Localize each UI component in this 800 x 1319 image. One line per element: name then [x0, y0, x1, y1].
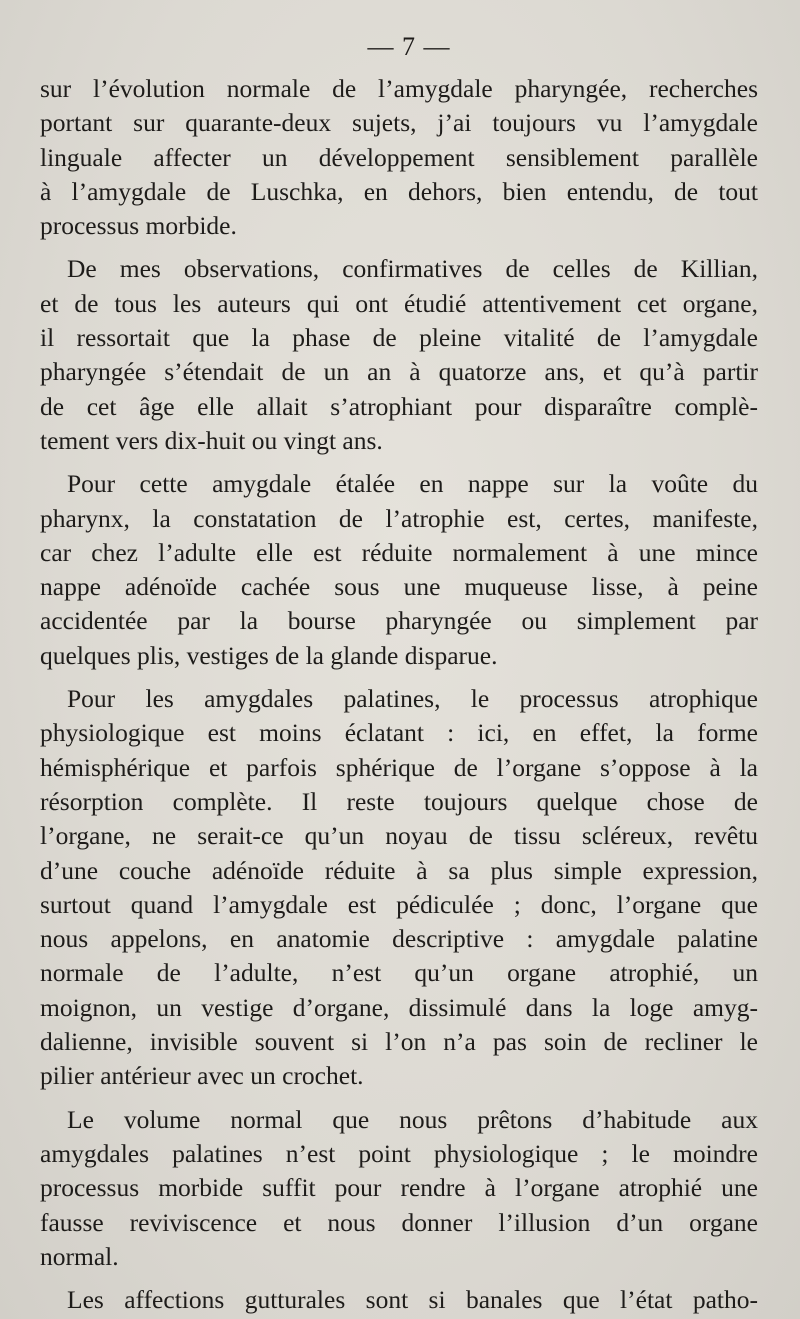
text-line: pharynx, la constatation de l’atrophie est, certes, manifeste,	[40, 503, 758, 533]
paragraph	[40, 1283, 758, 1317]
paragraph-gap	[40, 673, 758, 682]
text-line: il ressortait que la phase de pleine vitalité de l’amygdale	[40, 323, 758, 353]
paragraph-gap	[40, 458, 758, 467]
page-number: — 7 —	[367, 32, 451, 61]
text-line: hémisphérique et parfois sphérique de l’organe s’oppose à la	[40, 752, 758, 782]
text-line: nappe adénoïde cachée sous une muqueuse lisse, à peine	[40, 572, 758, 602]
text-line: résorption complète. Il reste toujours quelque chose de	[40, 786, 758, 816]
text-line: à l’amygdale de Luschka, en dehors, bien entendu, de tout	[40, 176, 758, 206]
text-line: normale de l’adulte, n’est qu’un organe atrophié, un	[40, 958, 758, 988]
text-line: sur l’évolution normale de l’amygdale pharyngée, recherches	[40, 74, 758, 103]
text-line: Pour cette amygdale étalée en nappe sur la voûte du	[67, 469, 758, 499]
text-line: d’une couche adénoïde réduite à sa plus simple expression,	[40, 855, 758, 885]
body-text	[40, 72, 758, 1317]
text-line: portant sur quarante-deux sujets, j’ai toujours vu l’amygdale	[40, 108, 758, 138]
text-line: et de tous les auteurs qui ont étudié attentivement cet organe,	[40, 288, 758, 318]
text-line: dalienne, invisible souvent si l’on n’a pas soin de recliner le	[40, 1027, 758, 1057]
text-line: pharyngée s’étendait de un an à quatorze ans, et qu’à partir	[40, 357, 758, 387]
text-line: linguale affecter un développement sensiblement parallèle	[40, 142, 758, 172]
text-line: fausse reviviscence et nous donner l’illusion d’un organe	[40, 1207, 758, 1237]
paragraph-gap	[40, 1274, 758, 1283]
paragraph	[40, 72, 758, 243]
text-line: normal.	[40, 1241, 119, 1271]
text-line: quelques plis, vestiges de la glande disparue.	[40, 640, 498, 670]
paragraph-gap	[40, 243, 758, 252]
text-line: accidentée par la bourse pharyngée ou simplement par	[40, 606, 758, 636]
text-line: moignon, un vestige d’organe, dissimulé dans la loge amyg-	[40, 992, 758, 1022]
text-line: processus morbide suffit pour rendre à l’organe atrophié une	[40, 1173, 758, 1203]
paragraph	[40, 252, 758, 458]
paragraph	[40, 1103, 758, 1274]
text-line: l’organe, ne serait-ce qu’un noyau de tissu scléreux, revêtu	[40, 821, 758, 851]
text-line: processus morbide.	[40, 211, 237, 241]
text-line: Les affections gutturales sont si banales que l’état patho-	[67, 1285, 758, 1315]
text-line: physiologique est moins éclatant : ici, en effet, la forme	[40, 718, 758, 748]
text-line: surtout quand l’amygdale est pédiculée ; donc, l’organe que	[40, 889, 758, 919]
text-line: amygdales palatines n’est point physiologique ; le moindre	[40, 1138, 758, 1168]
text-line: tement vers dix-huit ou vingt ans.	[40, 425, 383, 455]
text-line: De mes observations, confirmatives de celles de Killian,	[67, 254, 758, 284]
text-line: car chez l’adulte elle est réduite normalement à une mince	[40, 537, 758, 567]
paragraph	[40, 682, 758, 1094]
text-line: Pour les amygdales palatines, le processus atrophique	[67, 684, 758, 714]
paragraph-gap	[40, 1094, 758, 1103]
document-page	[40, 30, 758, 1317]
paragraph	[40, 467, 758, 673]
text-line: Le volume normal que nous prêtons d’habitude aux	[67, 1104, 758, 1134]
text-line: nous appelons, en anatomie descriptive : amygdale palatine	[40, 924, 758, 954]
text-line: pilier antérieur avec un crochet.	[40, 1061, 364, 1091]
text-line: de cet âge elle allait s’atrophiant pour disparaître complè-	[40, 391, 758, 421]
